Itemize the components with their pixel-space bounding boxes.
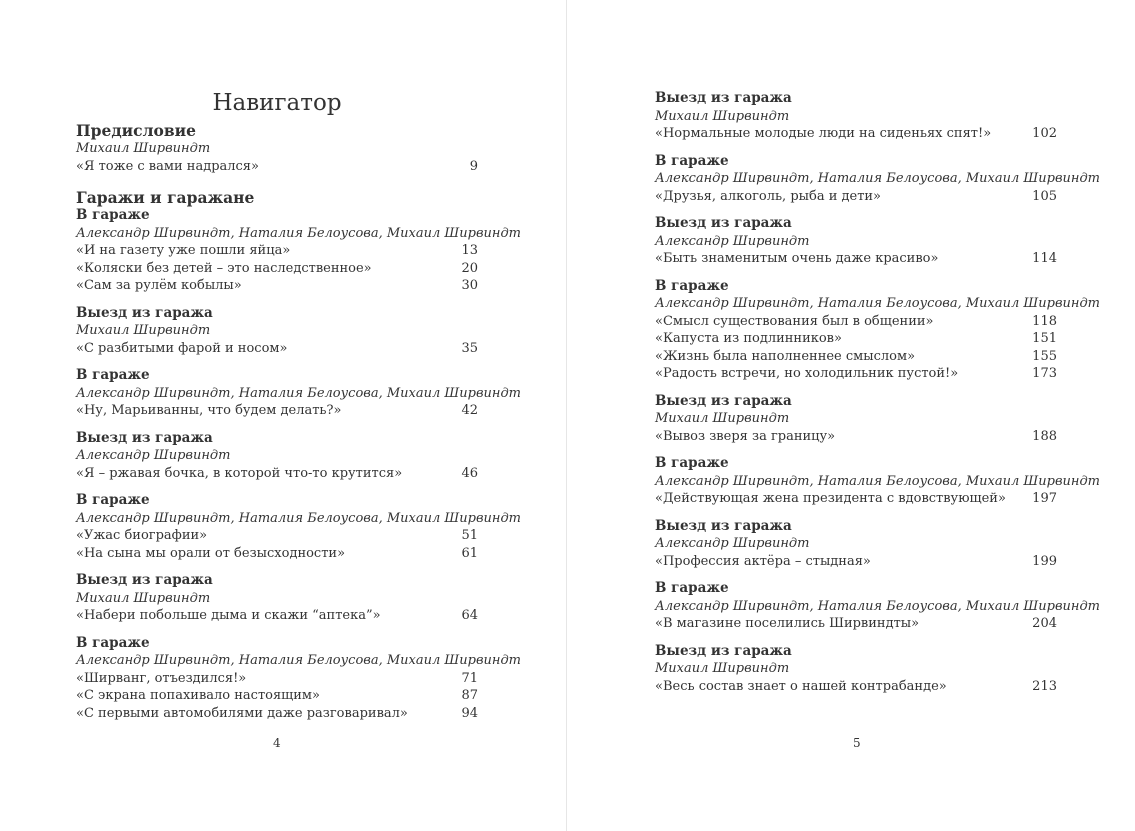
toc-entry[interactable] (655, 313, 1057, 331)
toc-section (76, 430, 478, 483)
toc-entry[interactable] (655, 188, 1057, 206)
toc-entry[interactable] (655, 125, 1057, 143)
entry-page: 61 (461, 545, 478, 561)
entry-title: «Радость встречи, но холодильник пустой!» (655, 366, 959, 381)
section-heading: В гараже (655, 580, 729, 596)
right-page (566, 0, 1135, 831)
entry-title: «Вывоз зверя за границу» (655, 428, 836, 444)
section-author: Александр Ширвиндт, Наталия Белоусова, Михаил Ширвиндт (76, 510, 522, 526)
section-author: Александр Ширвиндт (655, 536, 810, 551)
toc-entry[interactable] (655, 330, 1057, 348)
toc-entry[interactable] (76, 158, 478, 176)
entry-title: «Ужас биографии» (76, 528, 208, 543)
section-author: Александр Ширвиндт, Наталия Белоусова, Михаил Ширвиндт (76, 653, 522, 668)
entry-title: «Набери побольше дыма и скажи “аптека”» (76, 608, 381, 623)
right-toc-column (655, 90, 1101, 705)
entry-title: «Ширванг, отъездился!» (76, 670, 247, 686)
entry-title: «С разбитыми фарой и носом» (76, 340, 288, 356)
entry-page: 204 (1032, 616, 1057, 631)
entry-title: «Жизнь была наполненнее смыслом» (655, 348, 916, 364)
toc-entry[interactable] (76, 607, 478, 625)
entry-page: 64 (461, 608, 478, 623)
toc-entry[interactable] (76, 670, 478, 688)
entry-page: 197 (1032, 491, 1057, 506)
section-author: Михаил Ширвиндт (655, 108, 790, 124)
entry-title: «На сына мы орали от безысходности» (76, 545, 346, 561)
toc-entry[interactable] (655, 250, 1057, 268)
section-heading: Выезд из гаража (655, 517, 792, 534)
section-heading: В гараже (76, 492, 150, 508)
entry-title: «Быть знаменитым очень даже красиво» (655, 251, 939, 266)
entry-page: 9 (469, 158, 478, 174)
entry-title: «Нормальные молодые люди на сиденьях спят!» (655, 126, 992, 141)
toc-entry[interactable] (76, 402, 478, 420)
section-author: Михаил Ширвиндт (655, 411, 790, 426)
preface-author: Михаил Ширвиндт (76, 141, 211, 156)
section-heading: Выезд из гаража (655, 90, 792, 106)
entry-page: 71 (461, 670, 478, 686)
entry-title: «Друзья, алкоголь, рыба и дети» (655, 188, 882, 204)
toc-entry[interactable] (655, 553, 1057, 571)
section-heading: Выезд из гаража (655, 215, 792, 231)
page-number-left: 4 (273, 736, 281, 750)
toc-section (655, 518, 1057, 571)
section-author: Александр Ширвиндт, Наталия Белоусова, Михаил Ширвиндт (76, 225, 522, 241)
entry-title: «Смысл существования был в общении» (655, 313, 934, 329)
toc-entry[interactable] (655, 678, 1057, 696)
toc-entry[interactable] (76, 242, 478, 260)
entry-page: 173 (1032, 366, 1057, 381)
right-sections (655, 90, 1101, 695)
entry-page: 94 (461, 705, 478, 721)
left-page (0, 0, 566, 831)
section-author: Александр Ширвиндт, Наталия Белоусова, Михаил Ширвиндт (655, 598, 1101, 614)
toc-section (655, 152, 1101, 206)
toc-section (655, 643, 1057, 696)
left-toc-column (76, 88, 522, 732)
entry-page: 20 (461, 260, 478, 276)
toc-section (655, 393, 1057, 446)
section-heading: Выезд из гаража (76, 304, 213, 321)
toc-section (655, 580, 1101, 633)
section-author: Михаил Ширвиндт (655, 661, 790, 676)
section-heading: Выезд из гаража (655, 392, 792, 409)
toc-entry[interactable] (76, 340, 478, 358)
entry-title: «Коляски без детей – это наследственное» (76, 260, 372, 276)
entry-page: 155 (1032, 348, 1057, 364)
part-heading: Гаражи и гаражане (76, 188, 255, 207)
section-author: Михаил Ширвиндт (76, 323, 211, 338)
entry-title: «С экрана попахивало настоящим» (76, 688, 320, 703)
toc-entry[interactable] (76, 705, 478, 723)
entry-page: 151 (1032, 331, 1057, 346)
section-author: Александр Ширвиндт (655, 233, 810, 249)
toc-section (655, 277, 1101, 383)
toc-entry[interactable] (655, 365, 1057, 383)
toc-entry[interactable] (655, 348, 1057, 366)
toc-entry[interactable] (76, 545, 478, 563)
entry-page: 118 (1032, 313, 1057, 329)
entry-page: 105 (1032, 188, 1057, 204)
section-heading: Выезд из гаража (655, 642, 792, 659)
toc-section (76, 305, 478, 358)
preface-heading: Предисловие (76, 121, 196, 140)
toc-entry[interactable] (655, 428, 1057, 446)
toc-title: Навигатор (212, 90, 342, 116)
toc-entry[interactable] (76, 277, 478, 295)
entry-title: «Я тоже с вами надрался» (76, 158, 259, 174)
toc-entry[interactable] (76, 687, 478, 705)
entry-page: 42 (461, 403, 478, 418)
section-author: Александр Ширвиндт, Наталия Белоусова, Михаил Ширвиндт (655, 473, 1101, 489)
entry-title: «И на газету уже пошли яйца» (76, 243, 291, 258)
section-heading: В гараже (655, 152, 729, 169)
entry-page: 199 (1032, 553, 1057, 569)
toc-section (655, 455, 1101, 508)
section-author: Александр Ширвиндт, Наталия Белоусова, Михаил Ширвиндт (655, 171, 1101, 186)
section-heading: В гараже (655, 277, 729, 294)
section-author: Михаил Ширвиндт (76, 590, 211, 606)
preface-block (76, 121, 478, 175)
section-author: Александр Ширвиндт (76, 448, 231, 463)
entry-page: 13 (461, 243, 478, 258)
entry-page: 87 (461, 688, 478, 703)
toc-entry[interactable] (76, 465, 478, 483)
left-sections (76, 207, 522, 722)
toc-section (655, 90, 1057, 143)
entry-title: «Весь состав знает о нашей контрабанде» (655, 678, 947, 694)
entry-page: 46 (461, 465, 478, 481)
entry-title: «Профессия актёра – стыдная» (655, 553, 871, 569)
section-heading: В гараже (76, 367, 150, 383)
entry-page: 30 (461, 278, 478, 293)
toc-section (76, 367, 522, 420)
page-number-right: 5 (853, 736, 861, 750)
section-heading: В гараже (655, 455, 729, 471)
section-heading: Выезд из гаража (76, 429, 213, 446)
toc-section (655, 215, 1057, 268)
toc-entry[interactable] (76, 260, 478, 278)
toc-entry[interactable] (655, 615, 1057, 633)
entry-page: 114 (1032, 251, 1057, 266)
entry-page: 35 (461, 340, 478, 356)
entry-page: 188 (1032, 428, 1057, 444)
entry-page: 213 (1032, 678, 1057, 694)
entry-page: 51 (461, 528, 478, 543)
section-author: Александр Ширвиндт, Наталия Белоусова, Михаил Ширвиндт (655, 296, 1101, 311)
entry-title: «Я – ржавая бочка, в которой что-то крутится» (76, 465, 403, 481)
toc-section (76, 492, 522, 562)
toc-section (76, 634, 522, 723)
section-heading: В гараже (76, 207, 150, 223)
entry-title: «Сам за рулём кобылы» (76, 278, 242, 293)
toc-section (76, 572, 478, 625)
entry-title: «В магазине поселились Ширвиндты» (655, 616, 920, 631)
entry-title: «Действующая жена президента с вдовствующей» (655, 491, 1006, 506)
entry-title: «С первыми автомобилями даже разговаривал» (76, 705, 408, 721)
toc-entry[interactable] (655, 490, 1057, 508)
section-heading: В гараже (76, 634, 150, 651)
entry-title: «Капуста из подлинников» (655, 331, 842, 346)
section-author: Александр Ширвиндт, Наталия Белоусова, Михаил Ширвиндт (76, 385, 522, 401)
toc-entry[interactable] (76, 527, 478, 545)
entry-page: 102 (1032, 126, 1057, 141)
toc-section (76, 207, 522, 295)
entry-title: «Ну, Марьиванны, что будем делать?» (76, 403, 342, 418)
section-heading: Выезд из гаража (76, 572, 213, 588)
